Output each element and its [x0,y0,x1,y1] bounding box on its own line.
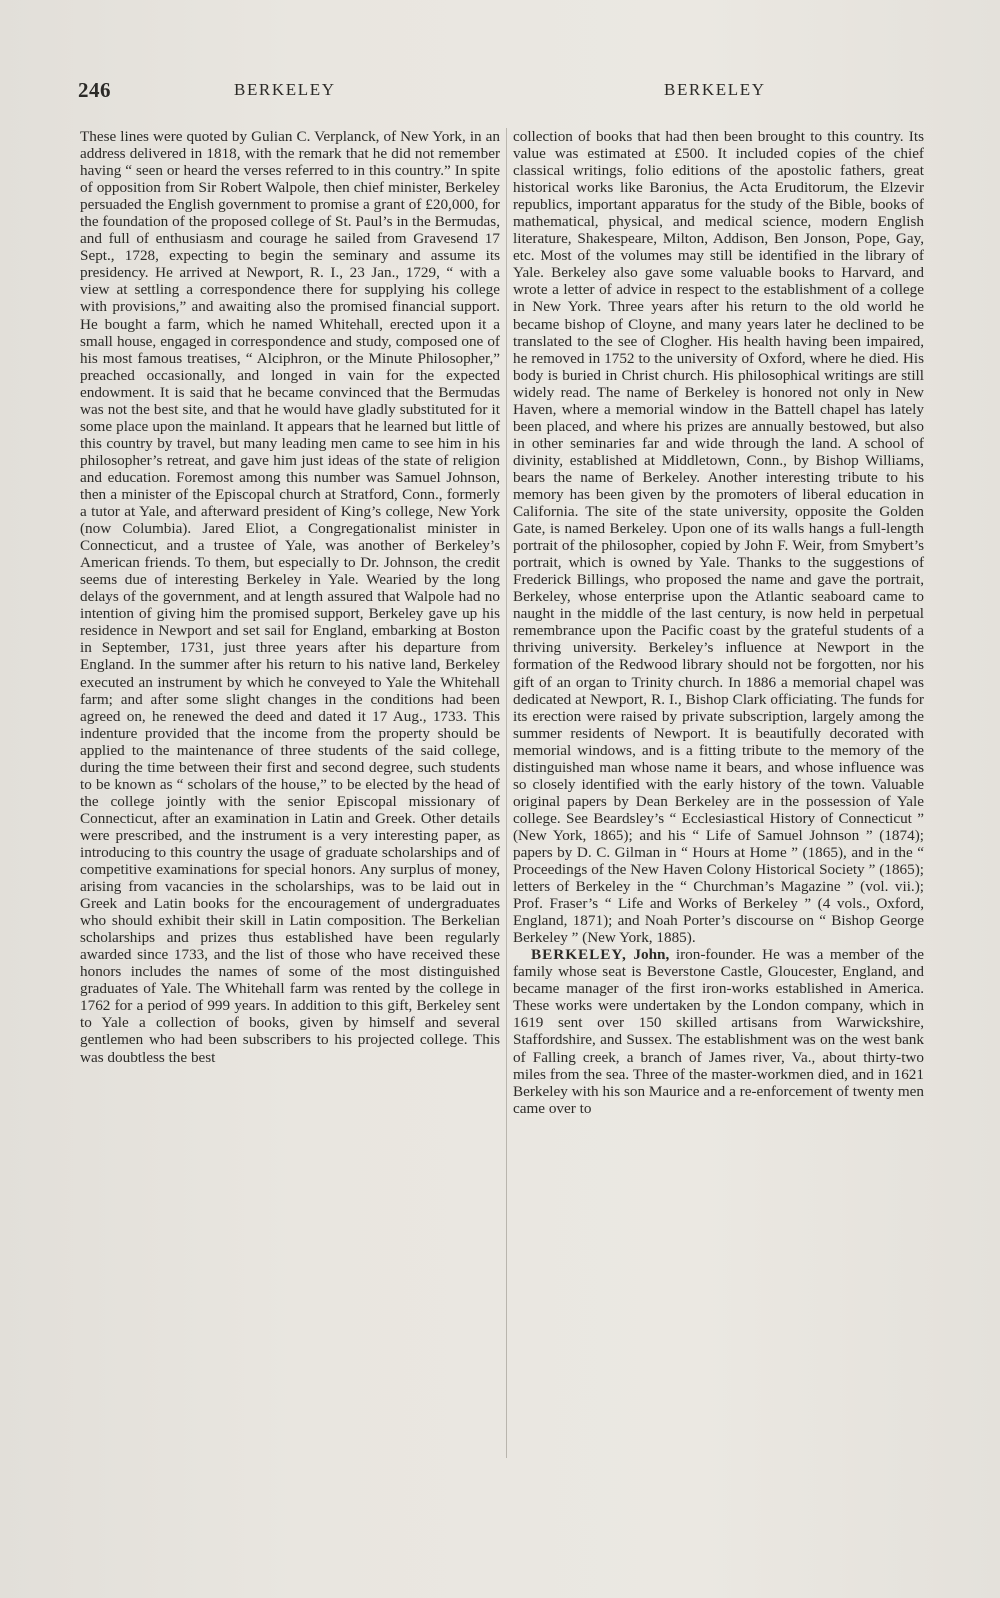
right-column [513,128,924,1117]
page-header [78,78,938,104]
right-column-paragraph: collection of books that had then been brought to this country. Its value was estimated at £500. It included copies of the chief classical writings, folio editions of the apostolic fathers, great historical works like Baronius, the Acta Eruditorum, the Elzevir republics, important apparatus for the study of the Bible, books of mathematical, physical, and medical science, modern English literature, Shakespeare, Milton, Addison, Ben Jonson, Pope, Gay, etc. Most of the volumes may still be identified in the library of Yale. Berkeley also gave some valuable books to Harvard, and wrote a letter of advice in respect to the establishment of a college in New York. Three years after his return to the old world he became bishop of Cloyne, and many years later he declined to be translated to the see of Clogher. His health having been impaired, he removed in 1752 to the university of Oxford, where he died. His body is buried in Christ church. His philosophical writings are still widely read. The name of Berkeley is honored not only in New Haven, where a memorial window in the Battell chapel has lately been placed, and where his prizes are annually bestowed, but also in other seminaries far and wide through the land. A school of divinity, established at Middletown, Conn., by Bishop Williams, bears the name of Berkeley. Another interesting tribute to his memory has been given by the promoters of liberal education in California. The site of the state university, opposite the Golden Gate, is named Berkeley. Upon one of its walls hangs a full-length portrait of the philosopher, copied by John F. Weir, from Smybert’s portrait, which is owned by Yale. Thanks to the suggestions of Frederick Billings, who proposed the name and gave the portrait, Berkeley, whose enterprise upon the Atlantic seaboard came to naught in the middle of the last century, is now held in perpetual remembrance upon the Pacific coast by the grateful students of a thriving university. Berkeley’s influence at Newport in the formation of the Redwood library should not be forgotten, nor his gift of an organ to Trinity church. In 1886 a memorial chapel was dedicated at Newport, R. I., Bishop Clark officiating. The funds for its erection were raised by private subscription, largely among the summer residents of Newport. It is beautifully decorated with memorial windows, and is a fitting tribute to the memory of the distinguished man whose name it bears, and whose influence was so closely identified with the early history of the town. Valuable original papers by Dean Berkeley are in the possession of Yale college. See Beardsley’s “ Ecclesiastical History of Connecticut ” (New York, 1865); and his “ Life of Samuel Johnson ” (1874); papers by D. C. Gilman in “ Hours at Home ” (1865), and in the “ Proceedings of the New Haven Colony Historical Society ” (1865); letters of Berkeley in the “ Churchman’s Magazine ” (vol. vii.); Prof. Fraser’s “ Life and Works of Berkeley ” (4 vols., Oxford, England, 1871); and Noah Porter’s discourse on “ Bishop George Berkeley ” (New York, 1885). [513,128,924,947]
column-divider [506,128,507,1458]
entry-surname: BERKELEY, [531,946,627,964]
entry-given-name: John, [633,946,670,964]
left-column [80,128,500,1066]
right-running-head: BERKELEY [664,80,766,99]
entry-john-berkeley [513,946,924,1116]
entry-text: iron-founder. He was a member of the family whose seat is Beverstone Castle, Gloucester, England, and became manager of the first iron-works established in America. These works were undertaken by the London company, which in 1619 sent over 150 skilled artisans from Warwickshire, Staffordshire, and Sussex. The establishment was on the west bank of Falling creek, a branch of James river, Va., about thirty-two miles from the sea. Three of the master-workmen died, and in 1621 Berkeley with his son Maurice and a re-enforcement of twenty men came over to [513,946,925,1117]
left-running-head: BERKELEY [234,80,336,99]
left-column-paragraph: These lines were quoted by Gulian C. Verplanck, of New York, in an address delivered in 1818, with the remark that he did not remember having “ seen or heard the verses referred to in this country.” In spite of opposition from Sir Robert Walpole, then chief minister, Berkeley persuaded the English government to promise a grant of £20,000, for the foundation of the proposed college of St. Paul’s in the Bermudas, and full of enthusiasm and courage he sailed from Gravesend 17 Sept., 1728, expecting to begin the seminary and assume its presidency. He arrived at Newport, R. I., 23 Jan., 1729, “ with a view at settling a correspondence there for supplying his college with provisions,” and awaiting also the promised financial support. He bought a farm, which he named Whitehall, erected upon it a small house, engaged in correspondence and study, composed one of his most famous treatises, “ Alciphron, or the Minute Philosopher,” preached occasionally, and longed in vain for the expected endowment. It is said that he became convinced that the Bermudas was not the best site, and that he would have gladly substituted for it some place upon the mainland. It appears that he learned but little of this country by travel, but many leading men came to see him in his philosopher’s retreat, and gave him just ideas of the state of religion and education. Foremost among this number was Samuel Johnson, then a minister of the Episcopal church at Stratford, Conn., formerly a tutor at Yale, and afterward president of King’s college, New York (now Columbia). Jared Eliot, a Congregationalist minister in Connecticut, and a trustee of Yale, was another of Berkeley’s American friends. To them, but especially to Dr. Johnson, the credit seems due of interesting Berkeley in Yale. Wearied by the long delays of the government, and at length assured that Walpole had no intention of giving him the promised support, Berkeley gave up his residence in Newport and set sail for England, embarking at Boston in September, 1731, just three years after his departure from England. In the summer after his return to his native land, Berkeley executed an instrument by which he conveyed to Yale the Whitehall farm; and after some slight changes in the conditions had been agreed on, he renewed the deed and dated it 17 Aug., 1733. This indenture provided that the income from the property should be applied to the maintenance of three students of the said college, during the time between their first and second degree, such students to be known as “ scholars of the house,” to be elected by the head of the college jointly with the senior Episcopal missionary of Connecticut, after an examination in Latin and Greek. Other details were prescribed, and the instrument is a very interesting paper, as introducing to this country the usage of graduate scholarships and of competitive examinations for special honors. Any surplus of money, arising from vacancies in the scholarships, was to be laid out in Greek and Latin books for the encouragement of undergraduates who should exhibit their skill in Latin composition. The Berkelian scholarships and prizes thus established have been regularly awarded since 1733, and the list of those who have received these honors includes the names of some of the most distinguished graduates of Yale. The Whitehall farm was rented by the college in 1762 for a period of 999 years. In addition to this gift, Berkeley sent to Yale a collection of books, given by himself and several gentlemen who had been subscribers to his projected college. This was doubtless the best [80,128,500,1066]
page-number: 246 [78,78,111,102]
